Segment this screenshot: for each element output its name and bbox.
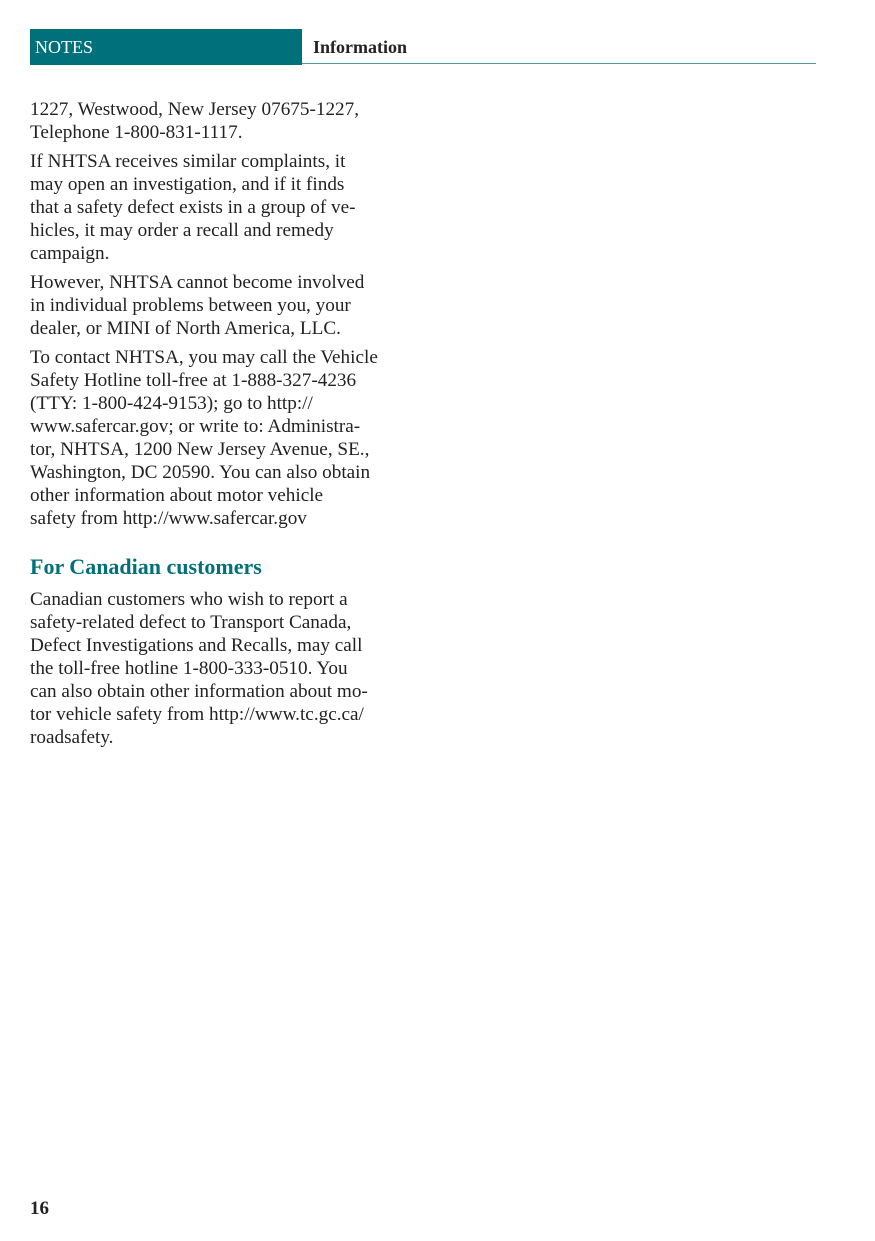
paragraph-canada-contact: Canadian customers who wish to report a safety-related defect to Transport Canada, Defect Investigations and Recalls, may call the toll-free hotline 1-800-333-0510. You can also obtain other information about mo- tor vehicle safety from http://www.tc.gc.ca/ roadsafety. — [30, 589, 368, 748]
section-label: NOTES — [30, 29, 302, 65]
main-column — [30, 98, 410, 755]
page-number: 16 — [30, 1198, 49, 1219]
header-divider — [302, 63, 816, 64]
paragraph-nhtsa-contact: To contact NHTSA, you may call the Vehicle Safety Hotline toll-free at 1-888-327-4236 (TTY: 1-800-424-9153); go to http:// www.safercar.gov; or write to: Administra- tor, NHTSA, 1200 New Jersey Avenue, SE., Washington, DC 20590. You can also obtain other information about motor vehicle safety from http://www.safercar.gov — [30, 347, 378, 529]
page-header — [30, 29, 816, 65]
paragraph-nhtsa-investigation: If NHTSA receives similar complaints, it may open an investigation, and if it finds that a safety defect exists in a group of ve- hicles, it may order a recall and remedy campaign. — [30, 151, 356, 264]
paragraph-nhtsa-limitations: However, NHTSA cannot become involved in individual problems between you, your dealer, or MINI of North America, LLC. — [30, 272, 365, 339]
section-heading-canada: For Canadian customers — [30, 554, 262, 579]
chapter-title: Information — [313, 37, 407, 57]
paragraph-nhtsa-address: 1227, Westwood, New Jersey 07675-1227, Telephone 1-800-831-1117. — [30, 99, 360, 143]
